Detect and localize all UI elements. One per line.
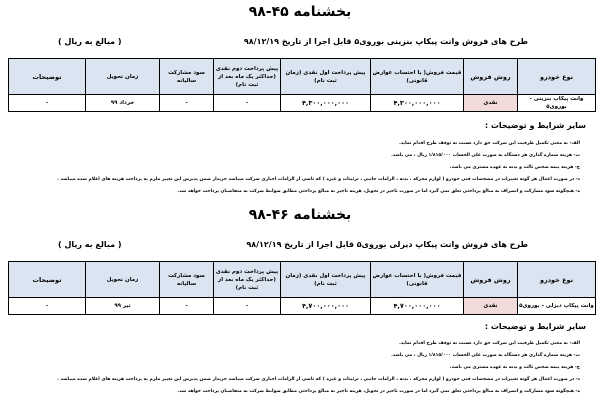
header-cell: پیش پرداخت اول نقدی (زمان ثبت نام): [281, 59, 371, 95]
circular-title: بخشنامه ۴۵-۹۸: [248, 4, 352, 20]
remarks-cell: -: [9, 298, 86, 315]
second-payment-cell: -: [214, 95, 281, 112]
remarks-cell: -: [9, 95, 86, 112]
condition-note: ه- هیچگونه سود مشارکت و انصراف به مبالغ پرداختی تعلق نمی گیرد اما در صورت تاخیر در تحویل، هزینه تاخیر به مبالغ پرداختی مطابق ضوابط شرکت به متقاضیان پرداخت خواهد شد.: [177, 389, 580, 394]
condition-note: الف- به معنی تکمیل ظرفیت این شرکت حق دارد نسبت به توقف طرح اقدام نماید.: [399, 141, 580, 146]
circular-title: بخشنامه ۴۶-۹۸: [248, 207, 352, 223]
condition-note: د- در صورت اعمال هر گونه تغییرات در مشخصات فنی خودرو ( لوازم محرکه ، بدنه ، الزامات جانبی ، ترئینات و غیره ) که ناشی از الزامات اجباری شرکت میباشد خریدار ضمن پذیرش این تغییر ملزم به پرداخت هزینه های اعلام شده میباشد .: [57, 377, 580, 382]
vehicle-type-cell: وانت پیکاپ دیزلی - بوروی۵: [518, 298, 596, 315]
vehicle-type-cell: وانت پیکاپ بنزینی - بوروی۵: [518, 95, 596, 112]
condition-note: ب- هزینه شماره گذاری هر دستگاه به صورت علی الحساب ۱/۸۱۵/۰۰۰ ریال ، می باشد.: [391, 353, 580, 358]
price-cell: ۴,۷۰۰,۰۰۰,۰۰۰: [371, 298, 464, 315]
header-cell: پیش پرداخت دوم نقدی (حداکثر یک ماه بعد از ثبت نام): [214, 59, 281, 95]
sales-plan-table: [8, 58, 596, 112]
sales-plan-table: [8, 261, 596, 315]
sale-method-cell: نقدی: [464, 95, 518, 112]
amount-note: ( مبالغ به ریال ): [58, 240, 122, 249]
table-header-row: [9, 262, 596, 298]
header-cell: پیش پرداخت اول نقدی (زمان ثبت نام): [281, 262, 371, 298]
condition-note: ج- هزینه بیمه شخص ثالث و بدنه به عهده مشتری می باشد.: [449, 165, 580, 170]
condition-note: ج- هزینه بیمه شخص ثالث و بدنه به عهده مشتری می باشد.: [449, 365, 580, 370]
conditions-title: سایر شرایط و توضیحات :: [484, 322, 586, 331]
header-cell: سود مشارکت سالیانه: [160, 262, 214, 298]
plan-subtitle: طرح های فروش وانت پیکاپ بنزینی بوروی۵ قابل اجرا از تاریخ ۹۸/۱۲/۱۹: [243, 37, 528, 46]
amount-note: ( مبالغ به ریال ): [58, 37, 122, 46]
header-cell: زمان تحویل: [86, 262, 160, 298]
sale-method-cell: نقدی: [464, 298, 518, 315]
header-cell: زمان تحویل: [86, 59, 160, 95]
header-cell: توضیحات: [9, 262, 86, 298]
price-cell: ۴,۳۰۰,۰۰۰,۰۰۰: [371, 95, 464, 112]
header-cell: نوع خودرو: [518, 262, 596, 298]
first-payment-cell: ۴,۳۰۰,۰۰۰,۰۰۰: [281, 95, 371, 112]
header-cell: پیش پرداخت دوم نقدی (حداکثر یک ماه بعد از ثبت نام): [214, 262, 281, 298]
table-row: [9, 95, 596, 112]
condition-note: ب- هزینه شماره گذاری هر دستگاه به صورت علی الحساب ۱/۸۱۵/۰۰۰ ریال ، می باشد.: [391, 153, 580, 158]
header-cell: نوع خودرو: [518, 59, 596, 95]
header-cell: قیمت فروش( با احتساب عوارض قانونی): [371, 59, 464, 95]
condition-note: الف- به معنی تکمیل ظرفیت این شرکت حق دارد نسبت به توقف طرح اقدام نماید.: [399, 341, 580, 346]
table-header-row: [9, 59, 596, 95]
header-cell: روش فروش: [464, 59, 518, 95]
header-cell: سود مشارکت سالیانه: [160, 59, 214, 95]
header-cell: توضیحات: [9, 59, 86, 95]
second-payment-cell: -: [214, 298, 281, 315]
first-payment-cell: ۴,۷۰۰,۰۰۰,۰۰۰: [281, 298, 371, 315]
table-row: [9, 298, 596, 315]
profit-cell: -: [160, 298, 214, 315]
delivery-cell: تیر ۹۹: [86, 298, 160, 315]
plan-subtitle: طرح های فروش وانت پیکاپ دیزلی بوروی۵ قابل اجرا از تاریخ ۹۸/۱۲/۱۹: [246, 240, 528, 249]
condition-note: د- در صورت اعمال هر گونه تغییرات در مشخصات فنی خودرو ( لوازم محرکه ، بدنه ، الزامات جانبی ، ترئینات و غیره ) که ناشی از الزامات اجباری شرکت میباشد خریدار ضمن پذیرش این تغییر ملزم به پرداخت هزینه های اعلام شده میباشد .: [57, 177, 580, 182]
header-cell: قیمت فروش( با احتساب عوارض قانونی): [371, 262, 464, 298]
condition-note: ه- هیچگونه سود مشارکت و انصراف به مبالغ پرداختی تعلق نمی گیرد اما در صورت تاخیر در تحویل، هزینه تاخیر به مبالغ پرداختی مطابق ضوابط شرکت به متقاضیان پرداخت خواهد شد.: [177, 189, 580, 194]
header-cell: روش فروش: [464, 262, 518, 298]
delivery-cell: خرداد ۹۹: [86, 95, 160, 112]
conditions-title: سایر شرایط و توضیحات :: [484, 121, 586, 130]
profit-cell: -: [160, 95, 214, 112]
